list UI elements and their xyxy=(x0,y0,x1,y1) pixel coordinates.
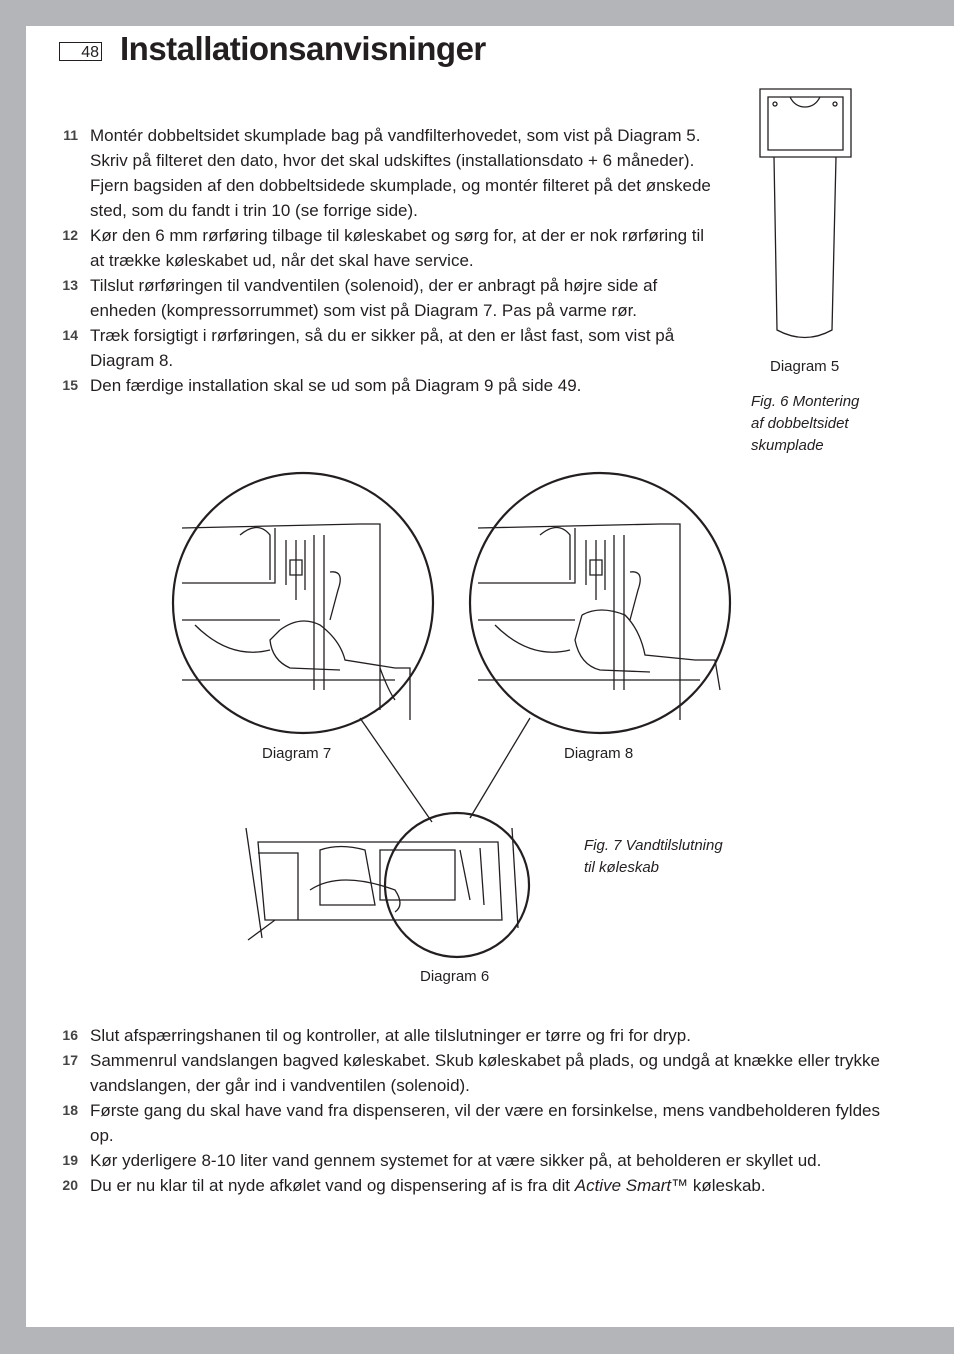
step-16 xyxy=(62,1023,890,1048)
fig7-line-2: til køleskab xyxy=(584,859,660,876)
step-number: 20 xyxy=(62,1177,78,1193)
step-number: 16 xyxy=(62,1027,78,1043)
step-20 xyxy=(62,1173,890,1198)
page-title: Installationsanvisninger xyxy=(120,30,486,67)
page-number: 48 xyxy=(59,42,102,61)
step-18 xyxy=(62,1098,890,1148)
instruction-list-top xyxy=(62,123,715,398)
instruction-list-bottom xyxy=(62,1023,890,1198)
step-number: 12 xyxy=(62,227,78,243)
step-text-after: ™ køleskab. xyxy=(671,1176,766,1195)
fig7-line-1: Fig. 7 Vandtilslutning xyxy=(584,837,723,854)
step-text: Kør den 6 mm rørføring tilbage til køleskabet og sørg for, at der er nok rørføring til at trække køleskabet ud, når det skal have service. xyxy=(90,226,705,270)
diagram8-caption: Diagram 8 xyxy=(564,745,634,762)
diagram7-caption: Diagram 7 xyxy=(262,745,332,762)
step-number: 14 xyxy=(62,327,78,343)
step-number: 15 xyxy=(62,377,78,393)
step-12 xyxy=(62,223,715,273)
step-13 xyxy=(62,273,715,323)
brand-name: Active Smart xyxy=(574,1176,672,1195)
step-text: Tilslut rørføringen til vandventilen (solenoid), der er anbragt på højre side af enheden (kompressorrummet) som vist på Diagram 7. Pas på varme rør. xyxy=(90,276,658,320)
diagram6-caption: Diagram 6 xyxy=(420,968,490,985)
step-text: Første gang du skal have vand fra dispenseren, vil der være en forsinkelse, mens vandbeholderen fyldes op. xyxy=(90,1101,880,1145)
step-19 xyxy=(62,1148,890,1173)
step-number: 17 xyxy=(62,1052,78,1068)
step-text: Slut afspærringshanen til og kontroller, at alle tilslutninger er tørre og fri for dryp. xyxy=(90,1026,691,1045)
step-text: Træk forsigtigt i rørføringen, så du er sikker på, at den er låst fast, som vist på Diagram 8. xyxy=(90,326,675,370)
step-number: 18 xyxy=(62,1102,78,1118)
step-text: Sammenrul vandslangen bagved køleskabet. Skub køleskabet på plads, og undgå at knække eller trykke vandslangen, der går ind i vandventilen (solenoid). xyxy=(90,1051,881,1095)
fig6-caption xyxy=(751,391,859,457)
fig6-line-2: af dobbeltsidet xyxy=(751,415,849,432)
step-14 xyxy=(62,323,715,373)
step-17 xyxy=(62,1048,890,1098)
fig7-caption xyxy=(584,835,723,879)
step-11 xyxy=(63,123,715,223)
diagram5-caption: Diagram 5 xyxy=(770,358,840,375)
fig6-line-1: Fig. 6 Montering xyxy=(751,393,860,410)
step-number: 11 xyxy=(63,127,78,143)
step-number: 13 xyxy=(62,277,78,293)
step-15 xyxy=(62,373,715,398)
step-text: Den færdige installation skal se ud som på Diagram 9 på side 49. xyxy=(90,376,582,395)
step-text: Kør yderligere 8-10 liter vand gennem systemet for at være sikker på, at beholderen er skyllet ud. xyxy=(90,1151,822,1170)
step-text-before: Du er nu klar til at nyde afkølet vand og dispensering af is fra dit xyxy=(90,1176,575,1195)
step-number: 19 xyxy=(62,1152,78,1168)
fig6-line-3: skumplade xyxy=(751,437,824,454)
step-text: Montér dobbeltsidet skumplade bag på vandfilterhovedet, som vist på Diagram 5. Skriv på filteret den dato, hvor det skal udskiftes (installationsdato + 6 måneder). Fjern bagsiden af den dobbeltsidede skumplade, og montér filteret på det ønskede sted, som du fandt i trin 10 (se forrige side). xyxy=(90,126,711,220)
